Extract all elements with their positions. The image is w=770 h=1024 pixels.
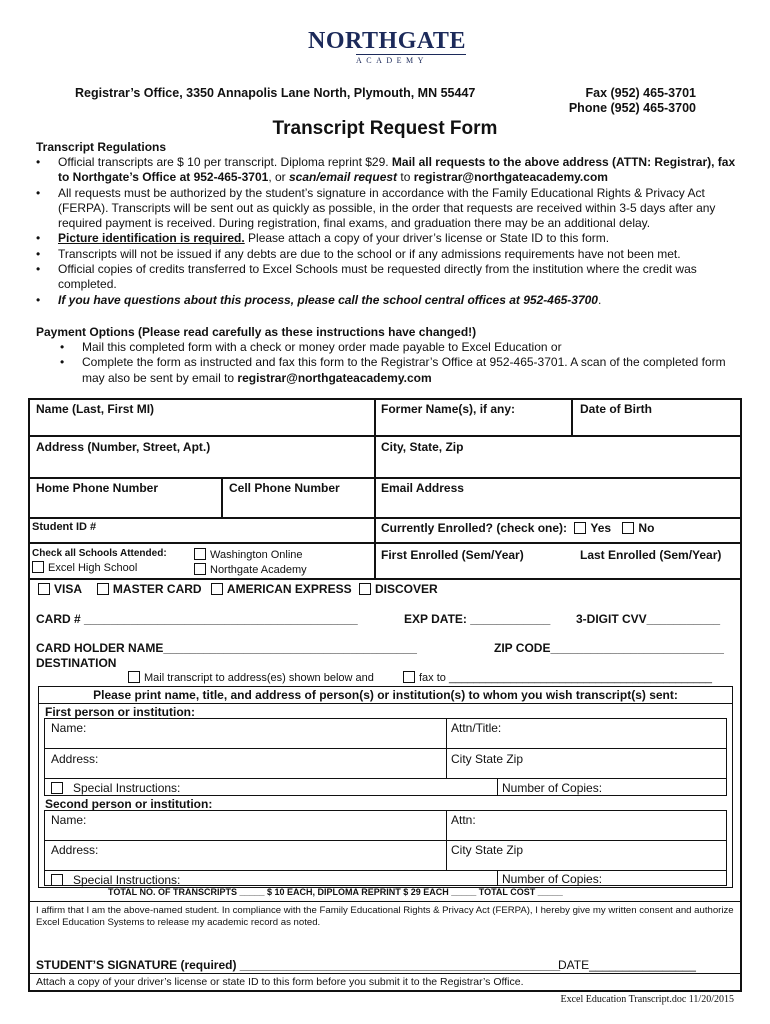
student-id-field[interactable]: Student ID #	[32, 521, 97, 533]
list-item: • Mail this completed form with a check or money order made payable to Excel Education or	[60, 340, 740, 355]
email-field[interactable]: Email Address	[381, 481, 464, 495]
fax-option[interactable]: fax to ___________________________________________	[403, 671, 712, 684]
recipient1-copies-field[interactable]: Number of Copies:	[502, 781, 603, 795]
cell-phone-field[interactable]: Cell Phone Number	[229, 481, 340, 495]
second-person-heading: Second person or institution:	[45, 797, 213, 811]
list-item: • Complete the form as instructed and fax this form to the Registrar’s Office at 952-465-3701. A scan of the completed form may also be sent by email to registrar@northgateacademy.com	[60, 355, 740, 386]
cvv-field[interactable]: 3-DIGIT CVV___________	[576, 612, 721, 626]
recipient1-attn-field[interactable]: Attn/Title:	[451, 721, 502, 735]
recipient2-copies-field[interactable]: Number of Copies:	[502, 872, 603, 886]
date-field[interactable]: DATE________________	[558, 958, 696, 972]
enrolled-question: Currently Enrolled? (check one): Yes No	[381, 521, 655, 535]
list-item: • Official transcripts are $ 10 per transcript. Diploma reprint $29. Mail all requests to the above address (ATTN: Registrar), fax to Northgate’s Office at 952-465-3701, or scan/email request to registrar@northgateacademy.com	[36, 155, 741, 186]
destination-label: DESTINATION	[36, 656, 117, 670]
recipient1-special-instructions[interactable]: Special Instructions:	[51, 781, 180, 795]
school-washington[interactable]: Washington Online	[194, 548, 303, 561]
card-number-field[interactable]: CARD # _________________________________________	[36, 612, 358, 626]
signature-field[interactable]: STUDENT’S SIGNATURE (required) ________________________________________________	[36, 958, 561, 972]
list-item: • Official copies of credits transferred to Excel Schools must be requested directly from the institution where the credit was completed.	[36, 262, 741, 293]
contact-numbers	[555, 86, 696, 116]
exp-date-field[interactable]: EXP DATE: ____________	[404, 612, 551, 626]
discover-checkbox[interactable]	[359, 583, 371, 595]
school-northgate[interactable]: Northgate Academy	[194, 563, 307, 576]
list-item: • If you have questions about this process, please call the school central offices at 952-465-3700.	[36, 293, 741, 308]
recipient2-address-field[interactable]: Address:	[51, 843, 99, 857]
address-field[interactable]: Address (Number, Street, Apt.)	[36, 440, 211, 454]
ferpa-affirmation: I affirm that I am the above-named student. In compliance with the Family Educational Rights & Privacy Act (FERPA), I hereby give my written consent and authorize Excel Education Systems to release my academic record as noted.	[36, 905, 734, 928]
mail-option[interactable]: Mail transcript to address(es) shown below and	[128, 671, 374, 684]
list-item: • Transcripts will not be issued if any debts are due to the school or if any admissions requirements have not been met.	[36, 247, 741, 262]
recipient2-csz-field[interactable]: City State Zip	[451, 843, 524, 857]
city-state-zip-field[interactable]: City, State, Zip	[381, 440, 464, 454]
print-instructions: Please print name, title, and address of person(s) or institution(s) to whom you wish transcript(s) sent:	[93, 688, 678, 702]
name-field[interactable]: Name (Last, First MI)	[36, 402, 155, 416]
schools-label: Check all Schools Attended:	[32, 548, 167, 559]
logo-name: NORTHGATE	[308, 28, 466, 54]
enrolled-yes-checkbox[interactable]	[574, 522, 586, 534]
zip-code-field[interactable]: ZIP CODE__________________________	[494, 641, 724, 655]
regulations-list	[36, 155, 741, 308]
logo-sub: ACADEMY	[356, 54, 466, 65]
phone-number: Phone (952) 465-3700	[568, 101, 696, 115]
recipient2-special-instructions[interactable]: Special Instructions:	[51, 873, 180, 887]
recipient2-name-field[interactable]: Name:	[51, 813, 87, 827]
enrolled-no-checkbox[interactable]	[622, 522, 634, 534]
first-enrolled-field[interactable]: First Enrolled (Sem/Year)	[381, 548, 524, 562]
registrar-address: Registrar’s Office, 3350 Annapolis Lane North, Plymouth, MN 55447	[75, 86, 476, 100]
payment-list	[60, 340, 740, 386]
home-phone-field[interactable]: Home Phone Number	[36, 481, 159, 495]
totals-line[interactable]: TOTAL NO. OF TRANSCRIPTS _____ $ 10 EACH, DIPLOMA REPRINT $ 29 EACH _____ TOTAL COST _____	[108, 887, 563, 897]
footer-doc-info: Excel Education Transcript.doc 11/20/2015	[560, 994, 734, 1005]
page-title: Transcript Request Form	[272, 118, 498, 139]
attach-id-note: Attach a copy of your driver’s license or state ID to this form before you submit it to the Registrar’s Office.	[36, 976, 524, 988]
card-holder-field[interactable]: CARD HOLDER NAME______________________________________	[36, 641, 417, 655]
school-excel[interactable]: Excel High School	[32, 561, 137, 574]
list-item: • All requests must be authorized by the student’s signature in accordance with the Family Educational Rights & Privacy Act (FERPA). Transcripts will be sent out as quickly as possible, in the order that requests are received within 3-5 days after any required payment is received. During registration, final exams, and graduation there may be an additional delay.	[36, 186, 741, 232]
mastercard-checkbox[interactable]	[97, 583, 109, 595]
northgate-logo	[308, 28, 466, 65]
fax-number: Fax (952) 465-3701	[585, 86, 696, 100]
amex-checkbox[interactable]	[211, 583, 223, 595]
recipient1-address-field[interactable]: Address:	[51, 752, 99, 766]
card-type-options: VISA MASTER CARD AMERICAN EXPRESS DISCOVER	[38, 582, 438, 596]
recipient1-name-field[interactable]: Name:	[51, 721, 87, 735]
regulations-heading: Transcript Regulations	[36, 140, 167, 154]
recipient1-csz-field[interactable]: City State Zip	[451, 752, 524, 766]
visa-checkbox[interactable]	[38, 583, 50, 595]
list-item: • Picture identification is required. Please attach a copy of your driver’s license or State ID to this form.	[36, 231, 741, 246]
first-person-heading: First person or institution:	[45, 705, 195, 719]
former-names-field[interactable]: Former Name(s), if any:	[381, 402, 516, 416]
payment-heading: Payment Options (Please read carefully as these instructions have changed!)	[36, 325, 477, 339]
last-enrolled-field[interactable]: Last Enrolled (Sem/Year)	[580, 548, 722, 562]
recipient2-attn-field[interactable]: Attn:	[451, 813, 476, 827]
dob-field[interactable]: Date of Birth	[580, 402, 652, 416]
